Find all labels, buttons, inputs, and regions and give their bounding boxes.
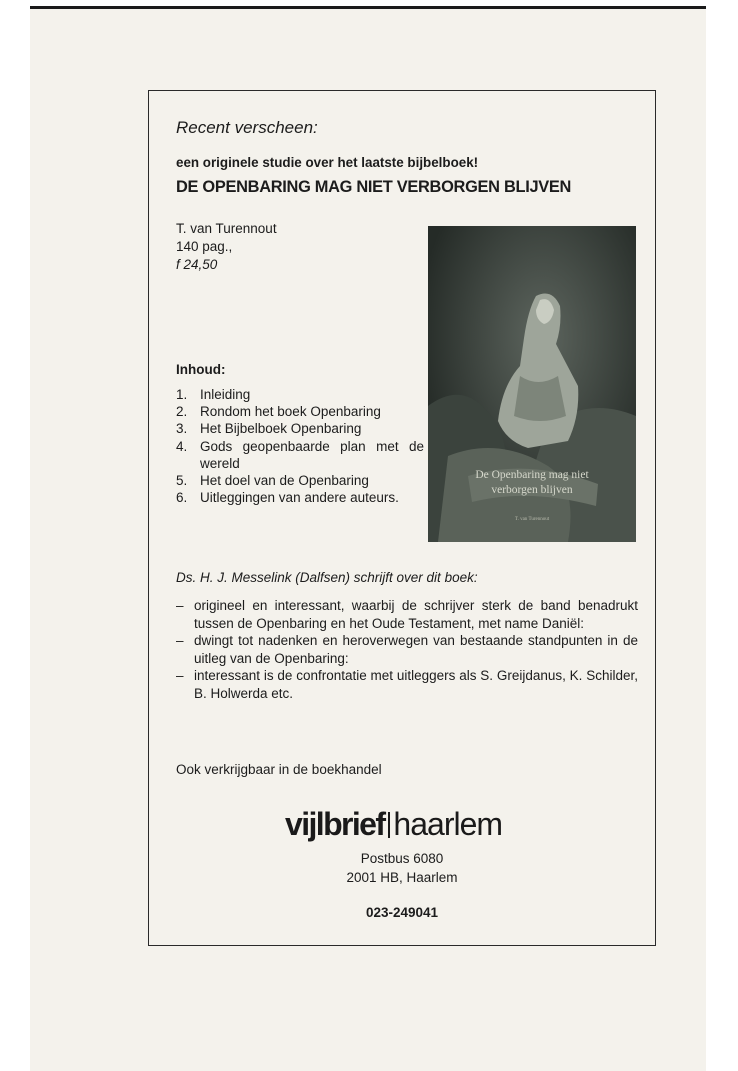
- dash-bullet: –: [176, 633, 184, 648]
- book-details: [176, 220, 277, 274]
- logo-name: vijlbrief: [285, 806, 385, 842]
- review-point: [176, 667, 638, 702]
- contents-item-number: 1.: [176, 387, 188, 402]
- postbus: Postbus 6080: [360, 851, 444, 866]
- review-point: [176, 597, 638, 632]
- contents-item: [176, 472, 424, 489]
- contents-list: [176, 386, 424, 506]
- review-point-text: interessant is de confrontatie met uitleggers als S. Greijdanus, K. Schilder, B. Holwerda etc.: [194, 668, 638, 701]
- book-author: T. van Turennout: [176, 221, 277, 236]
- dash-bullet: –: [176, 668, 184, 683]
- contents-item-number: 4.: [176, 438, 188, 454]
- contents-item-number: 6.: [176, 490, 188, 506]
- publisher-logo: [285, 806, 545, 846]
- contents-item-text: Het doel van de Openbaring: [200, 473, 369, 489]
- contents-item-text: Rondom het boek Openbaring: [200, 404, 381, 420]
- publisher-phone: 023-249041: [365, 905, 439, 920]
- contents-item-text: Uitleggingen van andere auteurs.: [200, 490, 399, 506]
- contents-item-text: Gods geopenbaarde plan met de wereld: [200, 438, 424, 471]
- publisher-address: [300, 850, 504, 887]
- book-price: [176, 256, 277, 274]
- cover-author: T. van Turennout: [514, 517, 550, 522]
- availability-note: Ook verkrijgbaar in de boekhandel: [176, 762, 382, 777]
- postal-city: 2001 HB, Haarlem: [346, 869, 458, 885]
- cover-title-line: verborgen blijven: [491, 484, 573, 496]
- book-tagline: een originele studie over het laatste bijbelboek!: [176, 155, 479, 170]
- contents-item: [176, 489, 424, 506]
- recent-label: Recent verscheen:: [176, 118, 318, 137]
- contents-item-text: Het Bijbelboek Openbaring: [200, 421, 362, 437]
- review-list: [176, 597, 638, 702]
- contents-item-number: 2.: [176, 404, 188, 420]
- book-cover-image: [428, 226, 636, 542]
- contents-item-text: Inleiding: [200, 387, 251, 402]
- contents-item-number: 3.: [176, 421, 188, 437]
- contents-item: [176, 386, 424, 403]
- book-pages: 140 pag.,: [176, 239, 233, 254]
- review-point-text: origineel en interessant, waarbij de schrijver sterk de band benadrukt tussen de Openbaring en het Oude Testament, met name Daniël:: [194, 598, 638, 631]
- contents-item: [176, 420, 424, 437]
- contents-item-number: 5.: [176, 473, 188, 489]
- review-point-text: dwingt tot nadenken en heroverwegen van bestaande standpunten in de uitleg van de Openbaring:: [194, 633, 638, 666]
- contents-heading: Inhoud:: [176, 362, 226, 377]
- cover-title-line: De Openbaring mag niet: [475, 469, 589, 481]
- logo-city: haarlem: [393, 806, 503, 842]
- logo-divider: [388, 812, 390, 838]
- dash-bullet: –: [176, 598, 184, 613]
- book-title: DE OPENBARING MAG NIET VERBORGEN BLIJVEN: [176, 178, 572, 196]
- contents-item: [176, 438, 424, 472]
- guilder-sign: f 24,50: [176, 257, 218, 272]
- review-intro: Ds. H. J. Messelink (Dalfsen) schrijft over dit boek:: [176, 570, 478, 585]
- contents-item: [176, 403, 424, 420]
- review-point: [176, 632, 638, 667]
- cover-title: [428, 468, 636, 498]
